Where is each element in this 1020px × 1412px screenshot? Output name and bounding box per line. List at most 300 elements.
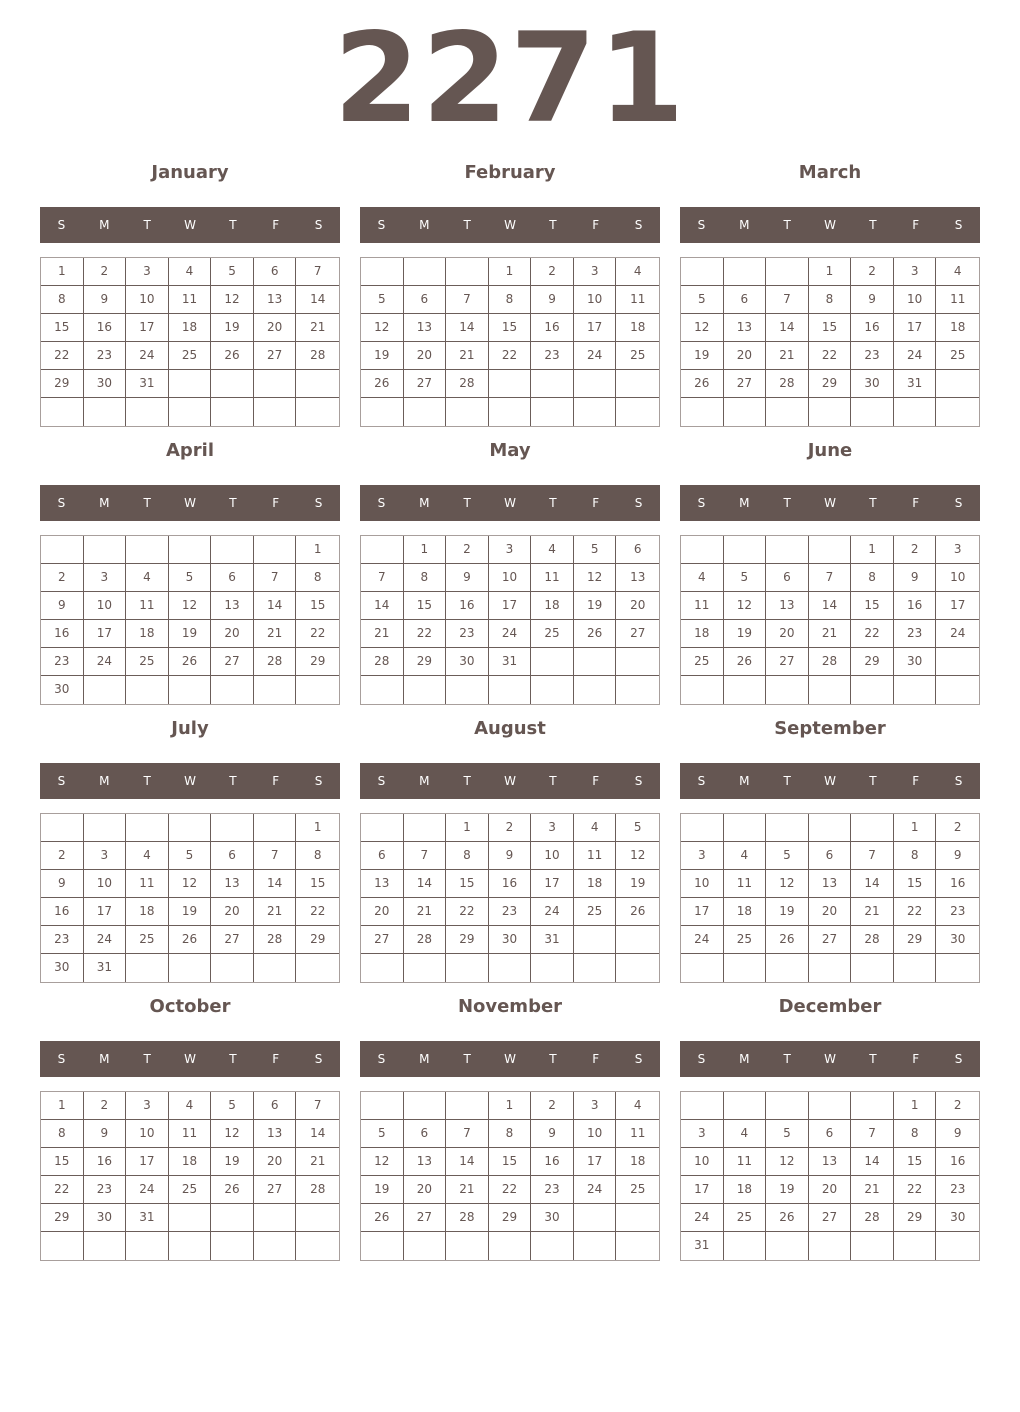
day-cell[interactable]: 30 xyxy=(446,648,489,676)
day-cell[interactable]: 28 xyxy=(809,648,852,676)
day-cell[interactable]: 24 xyxy=(126,1176,169,1204)
day-cell[interactable]: 12 xyxy=(211,1120,254,1148)
day-cell[interactable]: 13 xyxy=(254,286,297,314)
day-cell[interactable]: 12 xyxy=(169,870,212,898)
day-cell[interactable]: 31 xyxy=(531,926,574,954)
day-cell[interactable]: 24 xyxy=(489,620,532,648)
day-cell[interactable]: 4 xyxy=(169,1092,212,1120)
day-cell[interactable]: 15 xyxy=(489,314,532,342)
day-cell[interactable]: 23 xyxy=(531,342,574,370)
day-cell[interactable]: 10 xyxy=(574,1120,617,1148)
day-cell[interactable]: 11 xyxy=(724,870,767,898)
day-cell[interactable]: 28 xyxy=(851,1204,894,1232)
day-cell[interactable]: 8 xyxy=(489,286,532,314)
day-cell[interactable]: 28 xyxy=(296,1176,339,1204)
day-cell[interactable]: 9 xyxy=(84,286,127,314)
day-cell[interactable]: 25 xyxy=(936,342,979,370)
day-cell[interactable]: 7 xyxy=(446,1120,489,1148)
day-cell[interactable]: 27 xyxy=(809,926,852,954)
day-cell[interactable]: 2 xyxy=(531,1092,574,1120)
day-cell[interactable]: 7 xyxy=(766,286,809,314)
day-cell[interactable]: 10 xyxy=(126,286,169,314)
day-cell[interactable]: 27 xyxy=(766,648,809,676)
day-cell[interactable]: 1 xyxy=(809,258,852,286)
day-cell[interactable]: 8 xyxy=(296,564,339,592)
day-cell[interactable]: 19 xyxy=(616,870,659,898)
day-cell[interactable]: 26 xyxy=(361,1204,404,1232)
day-cell[interactable]: 24 xyxy=(84,648,127,676)
day-cell[interactable]: 2 xyxy=(851,258,894,286)
day-cell[interactable]: 20 xyxy=(724,342,767,370)
day-cell[interactable]: 15 xyxy=(446,870,489,898)
day-cell[interactable]: 31 xyxy=(681,1232,724,1260)
day-cell[interactable]: 2 xyxy=(531,258,574,286)
day-cell[interactable]: 12 xyxy=(574,564,617,592)
day-cell[interactable]: 15 xyxy=(809,314,852,342)
day-cell[interactable]: 15 xyxy=(41,1148,84,1176)
day-cell[interactable]: 25 xyxy=(616,342,659,370)
day-cell[interactable]: 24 xyxy=(681,926,724,954)
day-cell[interactable]: 4 xyxy=(681,564,724,592)
day-cell[interactable]: 10 xyxy=(84,870,127,898)
day-cell[interactable]: 1 xyxy=(41,258,84,286)
day-cell[interactable]: 25 xyxy=(126,926,169,954)
day-cell[interactable]: 19 xyxy=(211,1148,254,1176)
day-cell[interactable]: 24 xyxy=(574,342,617,370)
day-cell[interactable]: 9 xyxy=(894,564,937,592)
day-cell[interactable]: 30 xyxy=(84,1204,127,1232)
day-cell[interactable]: 13 xyxy=(361,870,404,898)
day-cell[interactable]: 3 xyxy=(894,258,937,286)
day-cell[interactable]: 16 xyxy=(531,1148,574,1176)
day-cell[interactable]: 20 xyxy=(361,898,404,926)
day-cell[interactable]: 3 xyxy=(574,258,617,286)
day-cell[interactable]: 27 xyxy=(211,648,254,676)
day-cell[interactable]: 27 xyxy=(211,926,254,954)
day-cell[interactable]: 28 xyxy=(254,926,297,954)
day-cell[interactable]: 7 xyxy=(361,564,404,592)
day-cell[interactable]: 26 xyxy=(361,370,404,398)
day-cell[interactable]: 7 xyxy=(446,286,489,314)
day-cell[interactable]: 28 xyxy=(446,370,489,398)
day-cell[interactable]: 8 xyxy=(296,842,339,870)
day-cell[interactable]: 19 xyxy=(361,1176,404,1204)
day-cell[interactable]: 26 xyxy=(211,342,254,370)
day-cell[interactable]: 18 xyxy=(531,592,574,620)
day-cell[interactable]: 9 xyxy=(41,592,84,620)
day-cell[interactable]: 15 xyxy=(894,1148,937,1176)
day-cell[interactable]: 19 xyxy=(169,620,212,648)
day-cell[interactable]: 3 xyxy=(574,1092,617,1120)
day-cell[interactable]: 23 xyxy=(41,926,84,954)
day-cell[interactable]: 30 xyxy=(84,370,127,398)
day-cell[interactable]: 23 xyxy=(446,620,489,648)
day-cell[interactable]: 17 xyxy=(126,314,169,342)
day-cell[interactable]: 14 xyxy=(254,870,297,898)
day-cell[interactable]: 4 xyxy=(531,536,574,564)
day-cell[interactable]: 2 xyxy=(84,1092,127,1120)
day-cell[interactable]: 16 xyxy=(851,314,894,342)
day-cell[interactable]: 15 xyxy=(851,592,894,620)
day-cell[interactable]: 19 xyxy=(361,342,404,370)
day-cell[interactable]: 14 xyxy=(809,592,852,620)
day-cell[interactable]: 11 xyxy=(616,1120,659,1148)
day-cell[interactable]: 21 xyxy=(851,898,894,926)
day-cell[interactable]: 7 xyxy=(851,842,894,870)
day-cell[interactable]: 13 xyxy=(616,564,659,592)
day-cell[interactable]: 17 xyxy=(894,314,937,342)
day-cell[interactable]: 21 xyxy=(404,898,447,926)
day-cell[interactable]: 4 xyxy=(724,1120,767,1148)
day-cell[interactable]: 27 xyxy=(616,620,659,648)
day-cell[interactable]: 29 xyxy=(894,926,937,954)
day-cell[interactable]: 28 xyxy=(254,648,297,676)
day-cell[interactable]: 4 xyxy=(616,1092,659,1120)
day-cell[interactable]: 13 xyxy=(809,1148,852,1176)
day-cell[interactable]: 8 xyxy=(404,564,447,592)
day-cell[interactable]: 29 xyxy=(489,1204,532,1232)
day-cell[interactable]: 17 xyxy=(574,314,617,342)
day-cell[interactable]: 3 xyxy=(681,1120,724,1148)
day-cell[interactable]: 28 xyxy=(404,926,447,954)
day-cell[interactable]: 24 xyxy=(681,1204,724,1232)
day-cell[interactable]: 6 xyxy=(254,258,297,286)
day-cell[interactable]: 7 xyxy=(404,842,447,870)
day-cell[interactable]: 6 xyxy=(254,1092,297,1120)
day-cell[interactable]: 11 xyxy=(936,286,979,314)
day-cell[interactable]: 6 xyxy=(211,564,254,592)
day-cell[interactable]: 23 xyxy=(531,1176,574,1204)
day-cell[interactable]: 3 xyxy=(84,842,127,870)
day-cell[interactable]: 25 xyxy=(724,926,767,954)
day-cell[interactable]: 6 xyxy=(404,1120,447,1148)
day-cell[interactable]: 1 xyxy=(489,258,532,286)
day-cell[interactable]: 15 xyxy=(489,1148,532,1176)
day-cell[interactable]: 25 xyxy=(616,1176,659,1204)
day-cell[interactable]: 7 xyxy=(296,1092,339,1120)
day-cell[interactable]: 16 xyxy=(894,592,937,620)
day-cell[interactable]: 29 xyxy=(809,370,852,398)
day-cell[interactable]: 28 xyxy=(851,926,894,954)
day-cell[interactable]: 5 xyxy=(361,286,404,314)
day-cell[interactable]: 24 xyxy=(574,1176,617,1204)
day-cell[interactable]: 15 xyxy=(894,870,937,898)
day-cell[interactable]: 7 xyxy=(809,564,852,592)
day-cell[interactable]: 23 xyxy=(41,648,84,676)
day-cell[interactable]: 13 xyxy=(254,1120,297,1148)
day-cell[interactable]: 17 xyxy=(126,1148,169,1176)
day-cell[interactable]: 13 xyxy=(766,592,809,620)
day-cell[interactable]: 3 xyxy=(681,842,724,870)
day-cell[interactable]: 11 xyxy=(126,592,169,620)
day-cell[interactable]: 31 xyxy=(126,370,169,398)
day-cell[interactable]: 16 xyxy=(84,314,127,342)
day-cell[interactable]: 22 xyxy=(851,620,894,648)
day-cell[interactable]: 8 xyxy=(894,1120,937,1148)
day-cell[interactable]: 20 xyxy=(404,1176,447,1204)
day-cell[interactable]: 14 xyxy=(446,314,489,342)
day-cell[interactable]: 22 xyxy=(446,898,489,926)
day-cell[interactable]: 30 xyxy=(894,648,937,676)
day-cell[interactable]: 9 xyxy=(936,842,979,870)
day-cell[interactable]: 6 xyxy=(361,842,404,870)
day-cell[interactable]: 9 xyxy=(531,1120,574,1148)
day-cell[interactable]: 17 xyxy=(84,620,127,648)
day-cell[interactable]: 18 xyxy=(724,1176,767,1204)
day-cell[interactable]: 30 xyxy=(531,1204,574,1232)
day-cell[interactable]: 25 xyxy=(531,620,574,648)
day-cell[interactable]: 30 xyxy=(41,676,84,704)
day-cell[interactable]: 5 xyxy=(766,1120,809,1148)
day-cell[interactable]: 14 xyxy=(404,870,447,898)
day-cell[interactable]: 21 xyxy=(446,1176,489,1204)
day-cell[interactable]: 19 xyxy=(766,898,809,926)
day-cell[interactable]: 22 xyxy=(41,342,84,370)
day-cell[interactable]: 20 xyxy=(809,898,852,926)
day-cell[interactable]: 18 xyxy=(681,620,724,648)
day-cell[interactable]: 22 xyxy=(894,898,937,926)
day-cell[interactable]: 25 xyxy=(169,1176,212,1204)
day-cell[interactable]: 31 xyxy=(126,1204,169,1232)
day-cell[interactable]: 4 xyxy=(126,564,169,592)
day-cell[interactable]: 9 xyxy=(41,870,84,898)
day-cell[interactable]: 15 xyxy=(296,870,339,898)
day-cell[interactable]: 16 xyxy=(84,1148,127,1176)
day-cell[interactable]: 2 xyxy=(41,564,84,592)
day-cell[interactable]: 21 xyxy=(296,314,339,342)
day-cell[interactable]: 13 xyxy=(724,314,767,342)
day-cell[interactable]: 12 xyxy=(361,314,404,342)
day-cell[interactable]: 15 xyxy=(296,592,339,620)
day-cell[interactable]: 14 xyxy=(361,592,404,620)
day-cell[interactable]: 1 xyxy=(296,536,339,564)
day-cell[interactable]: 20 xyxy=(616,592,659,620)
day-cell[interactable]: 1 xyxy=(851,536,894,564)
day-cell[interactable]: 8 xyxy=(41,286,84,314)
day-cell[interactable]: 10 xyxy=(574,286,617,314)
day-cell[interactable]: 8 xyxy=(446,842,489,870)
day-cell[interactable]: 27 xyxy=(361,926,404,954)
day-cell[interactable]: 8 xyxy=(41,1120,84,1148)
day-cell[interactable]: 16 xyxy=(489,870,532,898)
day-cell[interactable]: 27 xyxy=(254,1176,297,1204)
day-cell[interactable]: 22 xyxy=(296,620,339,648)
day-cell[interactable]: 16 xyxy=(531,314,574,342)
day-cell[interactable]: 9 xyxy=(936,1120,979,1148)
day-cell[interactable]: 2 xyxy=(489,814,532,842)
day-cell[interactable]: 8 xyxy=(809,286,852,314)
day-cell[interactable]: 12 xyxy=(766,1148,809,1176)
day-cell[interactable]: 25 xyxy=(681,648,724,676)
day-cell[interactable]: 30 xyxy=(41,954,84,982)
day-cell[interactable]: 17 xyxy=(531,870,574,898)
day-cell[interactable]: 19 xyxy=(681,342,724,370)
day-cell[interactable]: 22 xyxy=(41,1176,84,1204)
day-cell[interactable]: 28 xyxy=(296,342,339,370)
day-cell[interactable]: 20 xyxy=(254,314,297,342)
day-cell[interactable]: 1 xyxy=(894,814,937,842)
day-cell[interactable]: 17 xyxy=(574,1148,617,1176)
day-cell[interactable]: 23 xyxy=(84,342,127,370)
day-cell[interactable]: 12 xyxy=(724,592,767,620)
day-cell[interactable]: 20 xyxy=(211,898,254,926)
day-cell[interactable]: 1 xyxy=(894,1092,937,1120)
day-cell[interactable]: 21 xyxy=(766,342,809,370)
day-cell[interactable]: 29 xyxy=(41,1204,84,1232)
day-cell[interactable]: 21 xyxy=(446,342,489,370)
day-cell[interactable]: 5 xyxy=(169,564,212,592)
day-cell[interactable]: 11 xyxy=(169,1120,212,1148)
day-cell[interactable]: 9 xyxy=(489,842,532,870)
day-cell[interactable]: 16 xyxy=(936,1148,979,1176)
day-cell[interactable]: 26 xyxy=(766,926,809,954)
day-cell[interactable]: 4 xyxy=(126,842,169,870)
day-cell[interactable]: 29 xyxy=(41,370,84,398)
day-cell[interactable]: 19 xyxy=(766,1176,809,1204)
day-cell[interactable]: 10 xyxy=(681,870,724,898)
day-cell[interactable]: 26 xyxy=(766,1204,809,1232)
day-cell[interactable]: 2 xyxy=(894,536,937,564)
day-cell[interactable]: 9 xyxy=(84,1120,127,1148)
day-cell[interactable]: 12 xyxy=(169,592,212,620)
day-cell[interactable]: 9 xyxy=(531,286,574,314)
day-cell[interactable]: 8 xyxy=(851,564,894,592)
day-cell[interactable]: 27 xyxy=(404,1204,447,1232)
day-cell[interactable]: 16 xyxy=(446,592,489,620)
day-cell[interactable]: 11 xyxy=(681,592,724,620)
day-cell[interactable]: 21 xyxy=(254,898,297,926)
day-cell[interactable]: 2 xyxy=(84,258,127,286)
day-cell[interactable]: 17 xyxy=(681,898,724,926)
day-cell[interactable]: 18 xyxy=(169,314,212,342)
day-cell[interactable]: 1 xyxy=(296,814,339,842)
day-cell[interactable]: 10 xyxy=(681,1148,724,1176)
day-cell[interactable]: 10 xyxy=(531,842,574,870)
day-cell[interactable]: 23 xyxy=(894,620,937,648)
day-cell[interactable]: 28 xyxy=(766,370,809,398)
day-cell[interactable]: 15 xyxy=(41,314,84,342)
day-cell[interactable]: 17 xyxy=(489,592,532,620)
day-cell[interactable]: 26 xyxy=(616,898,659,926)
day-cell[interactable]: 5 xyxy=(616,814,659,842)
day-cell[interactable]: 5 xyxy=(574,536,617,564)
day-cell[interactable]: 13 xyxy=(211,870,254,898)
day-cell[interactable]: 5 xyxy=(169,842,212,870)
day-cell[interactable]: 27 xyxy=(724,370,767,398)
day-cell[interactable]: 24 xyxy=(84,926,127,954)
day-cell[interactable]: 7 xyxy=(254,842,297,870)
day-cell[interactable]: 13 xyxy=(211,592,254,620)
day-cell[interactable]: 18 xyxy=(574,870,617,898)
day-cell[interactable]: 7 xyxy=(851,1120,894,1148)
day-cell[interactable]: 24 xyxy=(936,620,979,648)
day-cell[interactable]: 17 xyxy=(936,592,979,620)
day-cell[interactable]: 8 xyxy=(894,842,937,870)
day-cell[interactable]: 24 xyxy=(126,342,169,370)
day-cell[interactable]: 13 xyxy=(404,314,447,342)
day-cell[interactable]: 23 xyxy=(851,342,894,370)
day-cell[interactable]: 28 xyxy=(446,1204,489,1232)
day-cell[interactable]: 22 xyxy=(296,898,339,926)
day-cell[interactable]: 3 xyxy=(936,536,979,564)
day-cell[interactable]: 26 xyxy=(211,1176,254,1204)
day-cell[interactable]: 25 xyxy=(169,342,212,370)
day-cell[interactable]: 20 xyxy=(404,342,447,370)
day-cell[interactable]: 2 xyxy=(41,842,84,870)
day-cell[interactable]: 25 xyxy=(126,648,169,676)
day-cell[interactable]: 2 xyxy=(446,536,489,564)
day-cell[interactable]: 27 xyxy=(809,1204,852,1232)
day-cell[interactable]: 26 xyxy=(169,926,212,954)
day-cell[interactable]: 6 xyxy=(809,1120,852,1148)
day-cell[interactable]: 16 xyxy=(41,620,84,648)
day-cell[interactable]: 10 xyxy=(84,592,127,620)
day-cell[interactable]: 5 xyxy=(361,1120,404,1148)
day-cell[interactable]: 14 xyxy=(851,1148,894,1176)
day-cell[interactable]: 27 xyxy=(254,342,297,370)
day-cell[interactable]: 22 xyxy=(404,620,447,648)
day-cell[interactable]: 12 xyxy=(766,870,809,898)
day-cell[interactable]: 16 xyxy=(41,898,84,926)
day-cell[interactable]: 19 xyxy=(211,314,254,342)
day-cell[interactable]: 18 xyxy=(126,898,169,926)
day-cell[interactable]: 20 xyxy=(211,620,254,648)
day-cell[interactable]: 26 xyxy=(169,648,212,676)
day-cell[interactable]: 30 xyxy=(851,370,894,398)
day-cell[interactable]: 14 xyxy=(296,286,339,314)
day-cell[interactable]: 12 xyxy=(361,1148,404,1176)
day-cell[interactable]: 27 xyxy=(404,370,447,398)
day-cell[interactable]: 8 xyxy=(489,1120,532,1148)
day-cell[interactable]: 4 xyxy=(724,842,767,870)
day-cell[interactable]: 28 xyxy=(361,648,404,676)
day-cell[interactable]: 22 xyxy=(489,342,532,370)
day-cell[interactable]: 14 xyxy=(766,314,809,342)
day-cell[interactable]: 19 xyxy=(574,592,617,620)
day-cell[interactable]: 21 xyxy=(296,1148,339,1176)
day-cell[interactable]: 2 xyxy=(936,1092,979,1120)
day-cell[interactable]: 10 xyxy=(894,286,937,314)
day-cell[interactable]: 10 xyxy=(936,564,979,592)
day-cell[interactable]: 15 xyxy=(404,592,447,620)
day-cell[interactable]: 3 xyxy=(531,814,574,842)
day-cell[interactable]: 24 xyxy=(894,342,937,370)
day-cell[interactable]: 20 xyxy=(766,620,809,648)
day-cell[interactable]: 14 xyxy=(851,870,894,898)
day-cell[interactable]: 1 xyxy=(446,814,489,842)
day-cell[interactable]: 4 xyxy=(616,258,659,286)
day-cell[interactable]: 31 xyxy=(894,370,937,398)
day-cell[interactable]: 25 xyxy=(574,898,617,926)
day-cell[interactable]: 16 xyxy=(936,870,979,898)
day-cell[interactable]: 3 xyxy=(126,1092,169,1120)
day-cell[interactable]: 12 xyxy=(616,842,659,870)
day-cell[interactable]: 26 xyxy=(574,620,617,648)
day-cell[interactable]: 5 xyxy=(766,842,809,870)
day-cell[interactable]: 18 xyxy=(616,314,659,342)
day-cell[interactable]: 31 xyxy=(84,954,127,982)
day-cell[interactable]: 2 xyxy=(936,814,979,842)
day-cell[interactable]: 6 xyxy=(809,842,852,870)
day-cell[interactable]: 11 xyxy=(169,286,212,314)
day-cell[interactable]: 29 xyxy=(296,648,339,676)
day-cell[interactable]: 29 xyxy=(894,1204,937,1232)
day-cell[interactable]: 22 xyxy=(894,1176,937,1204)
day-cell[interactable]: 9 xyxy=(851,286,894,314)
day-cell[interactable]: 14 xyxy=(254,592,297,620)
day-cell[interactable]: 20 xyxy=(254,1148,297,1176)
day-cell[interactable]: 29 xyxy=(446,926,489,954)
